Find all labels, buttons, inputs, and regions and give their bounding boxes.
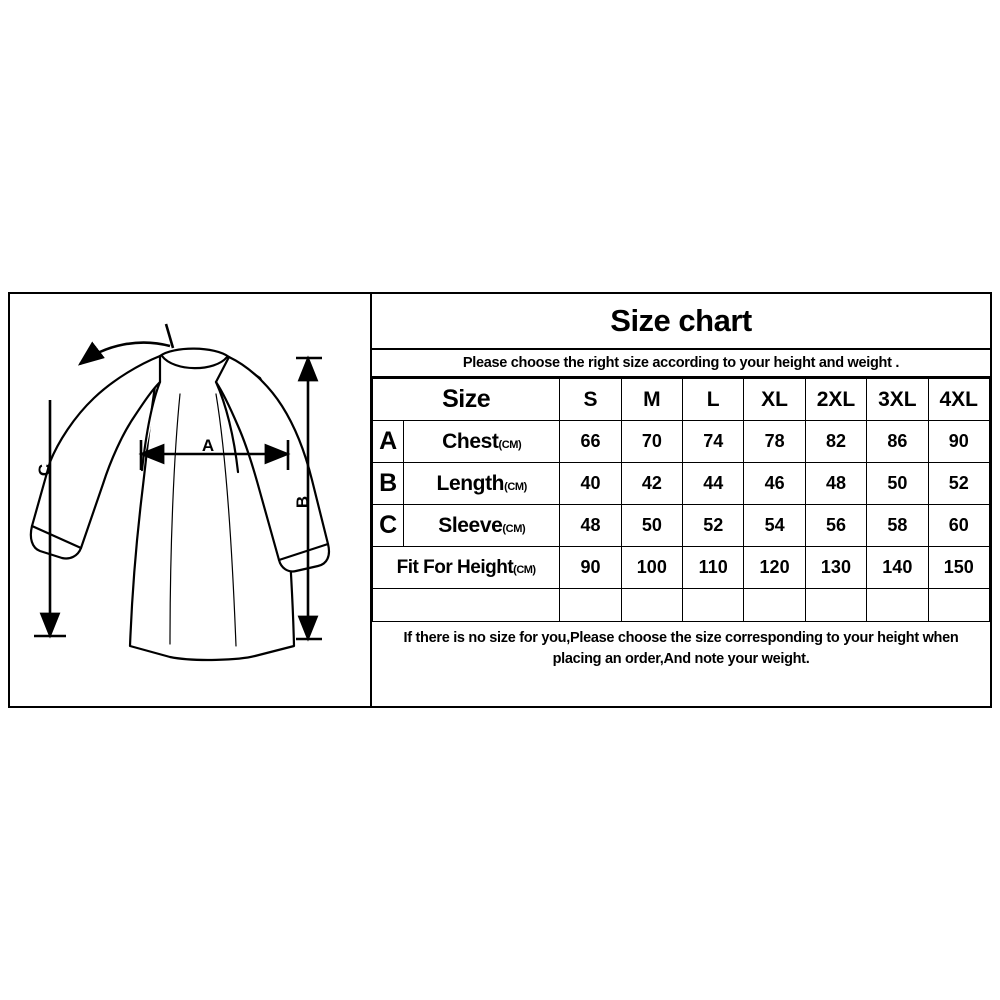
row-label-sleeve-text: Sleeve bbox=[438, 513, 503, 537]
blank-cell bbox=[867, 589, 928, 622]
size-table-panel bbox=[372, 294, 990, 706]
cell-sleeve-xl: 54 bbox=[744, 505, 805, 547]
garment-illustration-panel bbox=[10, 294, 372, 706]
header-size-s: S bbox=[560, 379, 621, 421]
cell-sleeve-3xl: 58 bbox=[867, 505, 928, 547]
blank-cell bbox=[683, 589, 744, 622]
shirt-diagram bbox=[10, 294, 368, 706]
row-label-chest-text: Chest bbox=[442, 429, 499, 453]
cell-length-m: 42 bbox=[621, 463, 682, 505]
header-size-m: M bbox=[621, 379, 682, 421]
cell-sleeve-l: 52 bbox=[683, 505, 744, 547]
cell-chest-l: 74 bbox=[683, 421, 744, 463]
row-unit-length: (CM) bbox=[504, 480, 527, 493]
cell-fit-4xl: 150 bbox=[928, 547, 989, 589]
blank-cell bbox=[621, 589, 682, 622]
blank-cell bbox=[744, 589, 805, 622]
table-row-fit-height bbox=[373, 547, 990, 589]
cell-length-xl: 46 bbox=[744, 463, 805, 505]
row-unit-sleeve: (CM) bbox=[502, 522, 526, 535]
cell-chest-2xl: 82 bbox=[805, 421, 866, 463]
cell-fit-s: 90 bbox=[560, 547, 621, 589]
table-row bbox=[373, 421, 990, 463]
cell-sleeve-2xl: 56 bbox=[805, 505, 866, 547]
cell-fit-3xl: 140 bbox=[867, 547, 928, 589]
row-label-fit-height bbox=[373, 547, 560, 589]
page-title: Size chart bbox=[610, 303, 752, 338]
cell-length-2xl: 48 bbox=[805, 463, 866, 505]
blank-cell bbox=[560, 589, 621, 622]
cell-length-3xl: 50 bbox=[867, 463, 928, 505]
cell-length-s: 40 bbox=[560, 463, 621, 505]
blank-cell-label bbox=[373, 589, 560, 622]
cell-fit-2xl: 130 bbox=[805, 547, 866, 589]
row-letter-c: C bbox=[373, 505, 404, 547]
header-size-3xl: 3XL bbox=[867, 379, 928, 421]
chart-subtitle: Please choose the right size according to your height and weight . bbox=[462, 355, 900, 371]
table-header-row bbox=[373, 379, 990, 421]
chart-footnote: If there is no size for you,Please choose the size corresponding to your height when placing an order,And note your weight. bbox=[403, 630, 959, 668]
cell-fit-m: 100 bbox=[621, 547, 682, 589]
table-row-blank bbox=[373, 589, 990, 622]
header-size-2xl: 2XL bbox=[805, 379, 866, 421]
cell-length-4xl: 52 bbox=[928, 463, 989, 505]
cell-chest-m: 70 bbox=[621, 421, 682, 463]
row-label-chest bbox=[404, 421, 560, 463]
row-unit-fit-height: (CM) bbox=[513, 563, 536, 576]
header-size: Size bbox=[373, 379, 560, 421]
cell-sleeve-4xl: 60 bbox=[928, 505, 989, 547]
row-label-sleeve bbox=[404, 505, 560, 547]
cell-chest-4xl: 90 bbox=[928, 421, 989, 463]
header-size-4xl: 4XL bbox=[928, 379, 989, 421]
blank-cell bbox=[928, 589, 989, 622]
row-letter-a: A bbox=[373, 421, 404, 463]
cell-sleeve-s: 48 bbox=[560, 505, 621, 547]
table-row bbox=[373, 505, 990, 547]
measure-c-label: C bbox=[35, 463, 54, 477]
header-size-l: L bbox=[683, 379, 744, 421]
row-label-fit-height-text: Fit For Height bbox=[396, 556, 514, 578]
row-unit-chest: (CM) bbox=[498, 438, 522, 451]
chart-title-row bbox=[372, 294, 990, 348]
measure-a-label: A bbox=[201, 436, 215, 455]
cell-chest-3xl: 86 bbox=[867, 421, 928, 463]
row-label-length-text: Length bbox=[436, 471, 505, 495]
row-letter-b: B bbox=[373, 463, 404, 505]
cell-sleeve-m: 50 bbox=[621, 505, 682, 547]
row-label-length bbox=[404, 463, 560, 505]
cell-fit-xl: 120 bbox=[744, 547, 805, 589]
cell-fit-l: 110 bbox=[683, 547, 744, 589]
blank-cell bbox=[805, 589, 866, 622]
measure-b-label: B bbox=[293, 495, 312, 509]
chart-subtitle-row bbox=[372, 348, 990, 378]
size-chart-container bbox=[8, 292, 992, 708]
cell-length-l: 44 bbox=[683, 463, 744, 505]
cell-chest-s: 66 bbox=[560, 421, 621, 463]
header-size-xl: XL bbox=[744, 379, 805, 421]
size-table bbox=[372, 378, 990, 622]
table-row bbox=[373, 463, 990, 505]
cell-chest-xl: 78 bbox=[744, 421, 805, 463]
